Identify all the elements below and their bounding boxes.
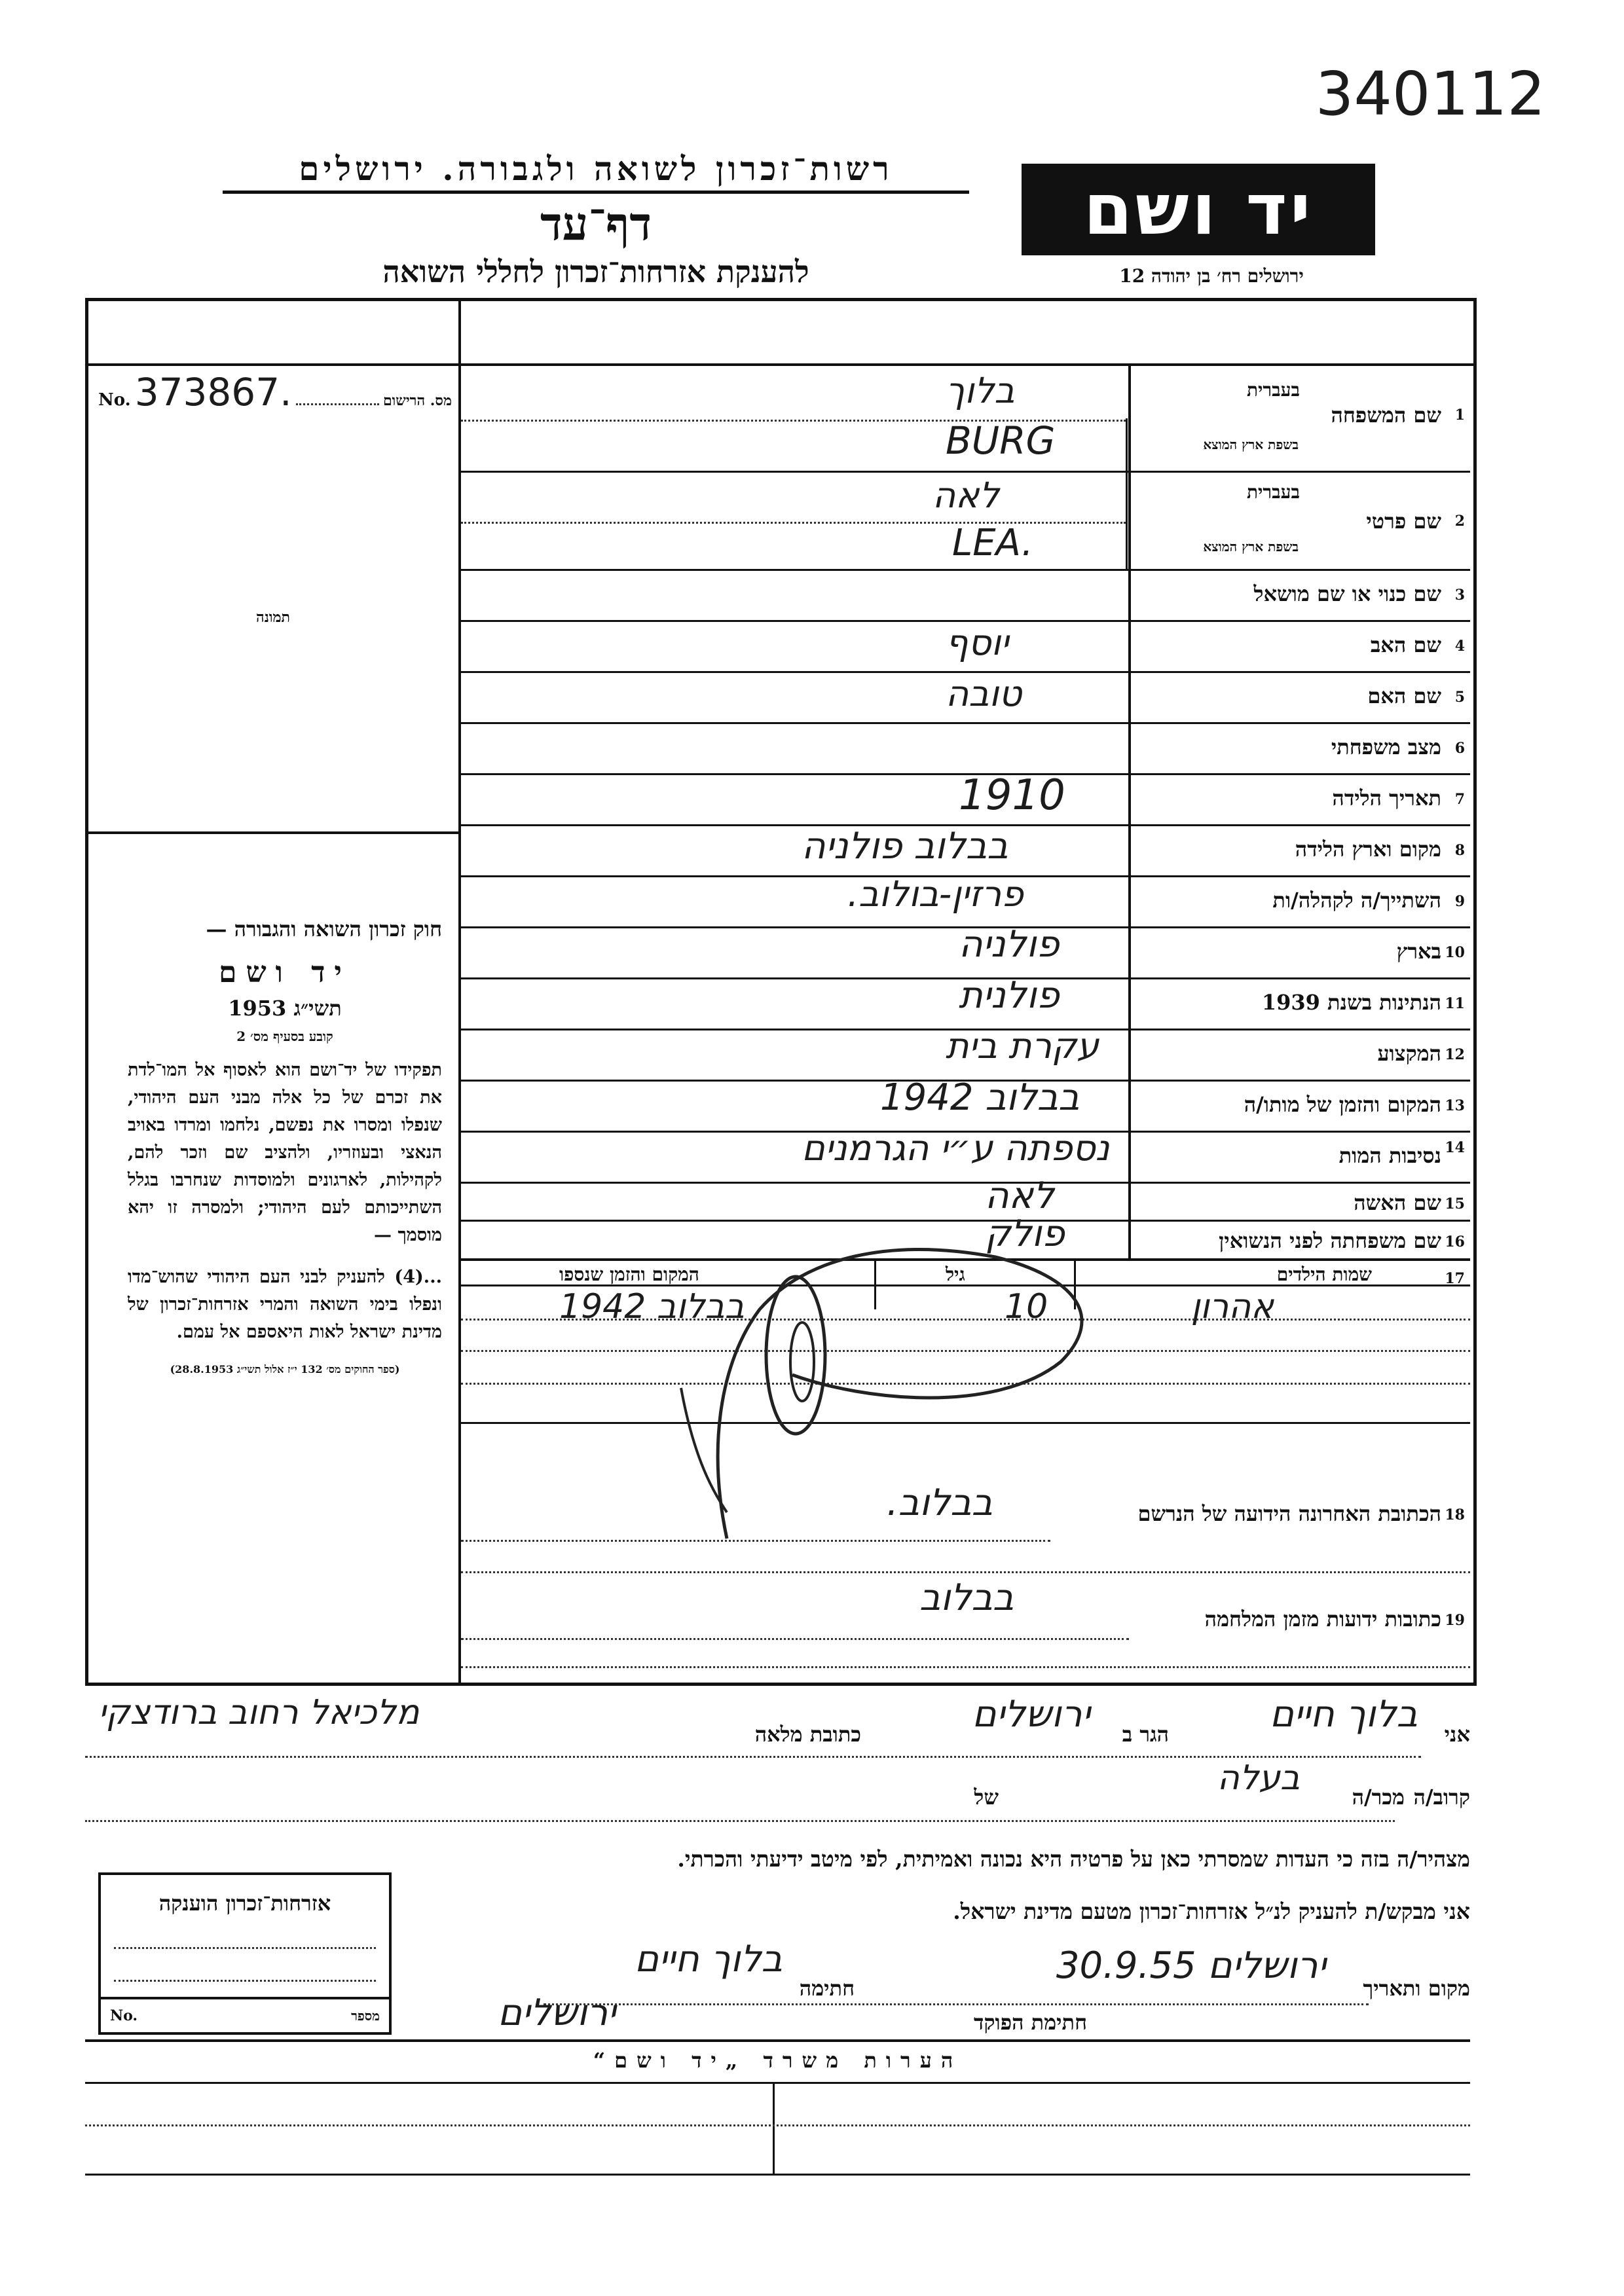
photo-divider xyxy=(85,831,461,834)
field-num: 7 xyxy=(1454,791,1465,808)
field-last-address xyxy=(461,1483,1470,1542)
registration-label: מס. הרישום xyxy=(382,392,452,409)
field-value: פרזין-בולוב. xyxy=(847,873,1024,915)
form-title: דף־עד xyxy=(540,196,652,251)
field-num: 10 xyxy=(1445,944,1465,961)
decl-resident-label: הגר ב xyxy=(1122,1722,1169,1747)
field-label: מצב משפחתי xyxy=(1331,735,1441,759)
field-label: שם האם xyxy=(1367,683,1441,708)
field-community xyxy=(461,873,1470,926)
form-subtitle: להענקת אזרחות־זכרון לחללי השואה xyxy=(382,254,809,289)
child-name: אהרון xyxy=(1190,1287,1274,1326)
decl-request: אני מבקש/ת להעניק לנ״ל אזרחות־זכרון מטעם מדינת ישראל. xyxy=(953,1899,1470,1924)
field-value-origin: BURG xyxy=(946,418,1056,463)
child-age: 10 xyxy=(1005,1287,1048,1326)
field-value: נספתה ע״י הגרמנים xyxy=(802,1127,1110,1169)
field-value: בבלוב 1942 xyxy=(880,1076,1080,1119)
decl-i-value: בלוך חיים xyxy=(1269,1693,1418,1736)
field-value: פולנית xyxy=(959,974,1060,1017)
logo-text: יד ושם xyxy=(1083,168,1314,251)
field-num: 1 xyxy=(1454,407,1465,424)
children-col-age: גיל xyxy=(946,1264,965,1285)
field-num: 19 xyxy=(1445,1612,1465,1629)
field-label: שם המשפחה xyxy=(1331,403,1441,428)
field-num: 6 xyxy=(1454,740,1465,757)
field-profession xyxy=(461,1025,1470,1080)
decl-place-date-value: ירושלים 30.9.55 xyxy=(1056,1944,1326,1987)
field-death-place-time xyxy=(461,1076,1470,1131)
decl-place-date-label: מקום ותאריך xyxy=(1363,1976,1470,2001)
citizenship-box xyxy=(98,1872,392,2035)
law-box xyxy=(128,917,442,1376)
field-sub-hebrew: בעברית xyxy=(1246,379,1300,401)
decl-signature-label: חתימה xyxy=(799,1976,855,2001)
field-num: 11 xyxy=(1445,995,1465,1012)
decl-acquaintance-value: בעלה xyxy=(1217,1758,1300,1798)
citizenship-number-prefix: No. xyxy=(110,2007,138,2024)
field-sub-origin: בשפת ארץ המוצא xyxy=(1203,539,1299,555)
citizenship-number-label: מספר xyxy=(351,2007,380,2024)
field-num: 9 xyxy=(1454,893,1465,910)
field-label: המקצוע xyxy=(1377,1041,1441,1066)
field-value: בבלוב פולניה xyxy=(802,825,1008,867)
field-value: פולק xyxy=(985,1212,1065,1255)
field-label: מקום וארץ הלידה xyxy=(1295,837,1441,862)
field-country xyxy=(461,923,1470,977)
field-label: הנתינות בשנת 1939 xyxy=(1261,990,1441,1015)
field-value-hebrew: לאה xyxy=(932,475,1000,516)
field-mother-name xyxy=(461,673,1470,722)
org-line: רשות־זכרון לשואה ולגבורה. ירושלים xyxy=(223,149,969,194)
law-clause: קובע בסעיף מס׳ 2 xyxy=(236,1029,333,1044)
field-marital-status xyxy=(461,724,1470,773)
field-family-name xyxy=(461,366,1470,471)
field-nationality-1939 xyxy=(461,974,1470,1029)
decl-address-label: כתובת מלאה xyxy=(754,1722,861,1747)
field-value-origin: LEA. xyxy=(952,522,1033,564)
field-label: נסיבות המות xyxy=(1338,1143,1441,1168)
office-notes-title: הערות משרד „יד ושם“ xyxy=(593,2048,963,2073)
citizenship-title: אזרחות־זכרון הוענקה xyxy=(158,1891,331,1916)
law-title: חוק זכרון השואה והגבורה — xyxy=(206,917,442,941)
law-body: תפקידו של יד־ושם הוא לאסוף אל המו־לדת את זכרם של כל אלה מבני העם היהודי, שנפלו ומסרו את נפשם, נלחמו ומרדו באויב הנאצי ובעוזריו, ולהציב שם וזכר להם, לקהילות, לארגונים ולמוסדות שנחרבו בגלל השתייכותם לעם היהודי; ולמסרה זו יהא מוסמך — xyxy=(128,1060,442,1245)
field-value: טובה xyxy=(946,673,1022,714)
yad-vashem-logo xyxy=(1022,164,1375,255)
decl-relative-label: קרוב/ה xyxy=(1413,1785,1470,1810)
field-num: 18 xyxy=(1445,1506,1465,1523)
field-label: בארץ xyxy=(1396,939,1441,964)
field-label: שם האשה xyxy=(1354,1190,1441,1215)
field-label: השתייך/ה לקהלה/ות xyxy=(1272,888,1441,913)
logo-address: ירושלים רח׳ בן יהודה 12 xyxy=(1119,265,1304,287)
decl-signature-value: בלוך חיים xyxy=(634,1938,783,1980)
notes-top-rule xyxy=(85,2039,1470,2042)
field-father-name xyxy=(461,622,1470,671)
field-label: שם האב xyxy=(1370,632,1441,657)
photo-label: תמונה xyxy=(256,609,290,626)
field-label: שם פרטי xyxy=(1366,509,1441,534)
field-sub-hebrew: בעברית xyxy=(1246,481,1300,503)
field-label: שם משפחתה לפני הנשואין xyxy=(1219,1228,1441,1253)
field-num: 8 xyxy=(1454,842,1465,859)
decl-address-value: מלכיאל רחוב ברודצקי xyxy=(98,1693,420,1732)
law-item-4: ...(4) להעניק לבני העם היהודי שהוש־מדו ונפלו בימי השואה והמרי אזרחות־זכרון של מדינת ישראל לאות היאספם אל עמם. xyxy=(128,1267,442,1342)
field-label: שם כנוי או שם מושאל xyxy=(1253,581,1441,606)
field-num: 5 xyxy=(1454,689,1465,706)
official-signature-label: חתימת הפוקד xyxy=(974,2010,1087,2035)
field-wife-name xyxy=(461,1175,1470,1220)
decl-i-label: אני xyxy=(1444,1722,1470,1747)
registration-value: 373867. xyxy=(134,370,292,414)
field-num: 15 xyxy=(1445,1195,1465,1212)
field-num: 4 xyxy=(1454,638,1465,655)
field-num: 3 xyxy=(1454,587,1465,604)
field-num: 12 xyxy=(1445,1046,1465,1063)
fields-area xyxy=(461,366,1470,1258)
field-label: תאריך הלידה xyxy=(1332,786,1441,811)
field-value: בבלוב. xyxy=(887,1482,993,1524)
field-value: לאה xyxy=(985,1175,1054,1217)
field-birth-date xyxy=(461,771,1470,824)
field-num: 2 xyxy=(1454,513,1465,530)
decl-of-label: של xyxy=(974,1785,999,1810)
field-label: הכתובת האחרונה הידועה של הנרשם xyxy=(1137,1501,1441,1526)
field-value: בבלוב xyxy=(919,1576,1014,1619)
field-value: פולניה xyxy=(959,923,1060,966)
field-wartime-addresses xyxy=(461,1578,1470,1637)
children-col-names: שמות הילדים xyxy=(1276,1264,1372,1285)
field-label: המקום והזמן של מותו/ה xyxy=(1244,1092,1441,1117)
field-num: 17 xyxy=(1445,1270,1465,1287)
field-death-circumstances xyxy=(461,1127,1470,1182)
field-value: עקרת בית xyxy=(946,1025,1099,1066)
field-num: 16 xyxy=(1445,1233,1465,1250)
archive-number: 340112 xyxy=(1315,59,1545,129)
field-value: 1910 xyxy=(959,771,1065,820)
field-num: 13 xyxy=(1445,1097,1465,1114)
law-source: (ספר החוקים מס׳ 132 י״ז אלול תשי״ג 28.8.1953) xyxy=(170,1363,400,1376)
child-place: בבלוב 1942 xyxy=(559,1287,745,1326)
field-birth-place xyxy=(461,826,1470,875)
decl-resident-value: ירושלים xyxy=(972,1693,1090,1736)
decl-acquaintance-label: מכר/ה xyxy=(1352,1785,1405,1810)
field-value-hebrew: בלוך xyxy=(946,370,1015,411)
official-signature-value: ירושלים xyxy=(498,1992,616,2034)
field-sub-origin: בשפת ארץ המוצא xyxy=(1203,437,1299,452)
law-year: תשי״ג 1953 xyxy=(228,996,342,1021)
law-name: יד ושם xyxy=(219,956,351,989)
field-first-name xyxy=(461,471,1470,569)
children-col-place: המקום והזמן שנספו xyxy=(559,1264,699,1285)
field-nickname xyxy=(461,571,1470,620)
registration-number xyxy=(98,370,452,414)
field-num: 14 xyxy=(1445,1139,1465,1156)
field-value: יוסף xyxy=(946,622,1009,663)
registration-prefix: No. xyxy=(98,390,131,410)
decl-statement: מצהיר/ה בזה כי העדות שמסרתי כאן על פרטיה היא נכונה ואמיתית, לפי מיטב ידיעתי והכרתי. xyxy=(677,1846,1470,1872)
field-label: כתובות ידועות מזמן המלחמה xyxy=(1204,1607,1441,1631)
